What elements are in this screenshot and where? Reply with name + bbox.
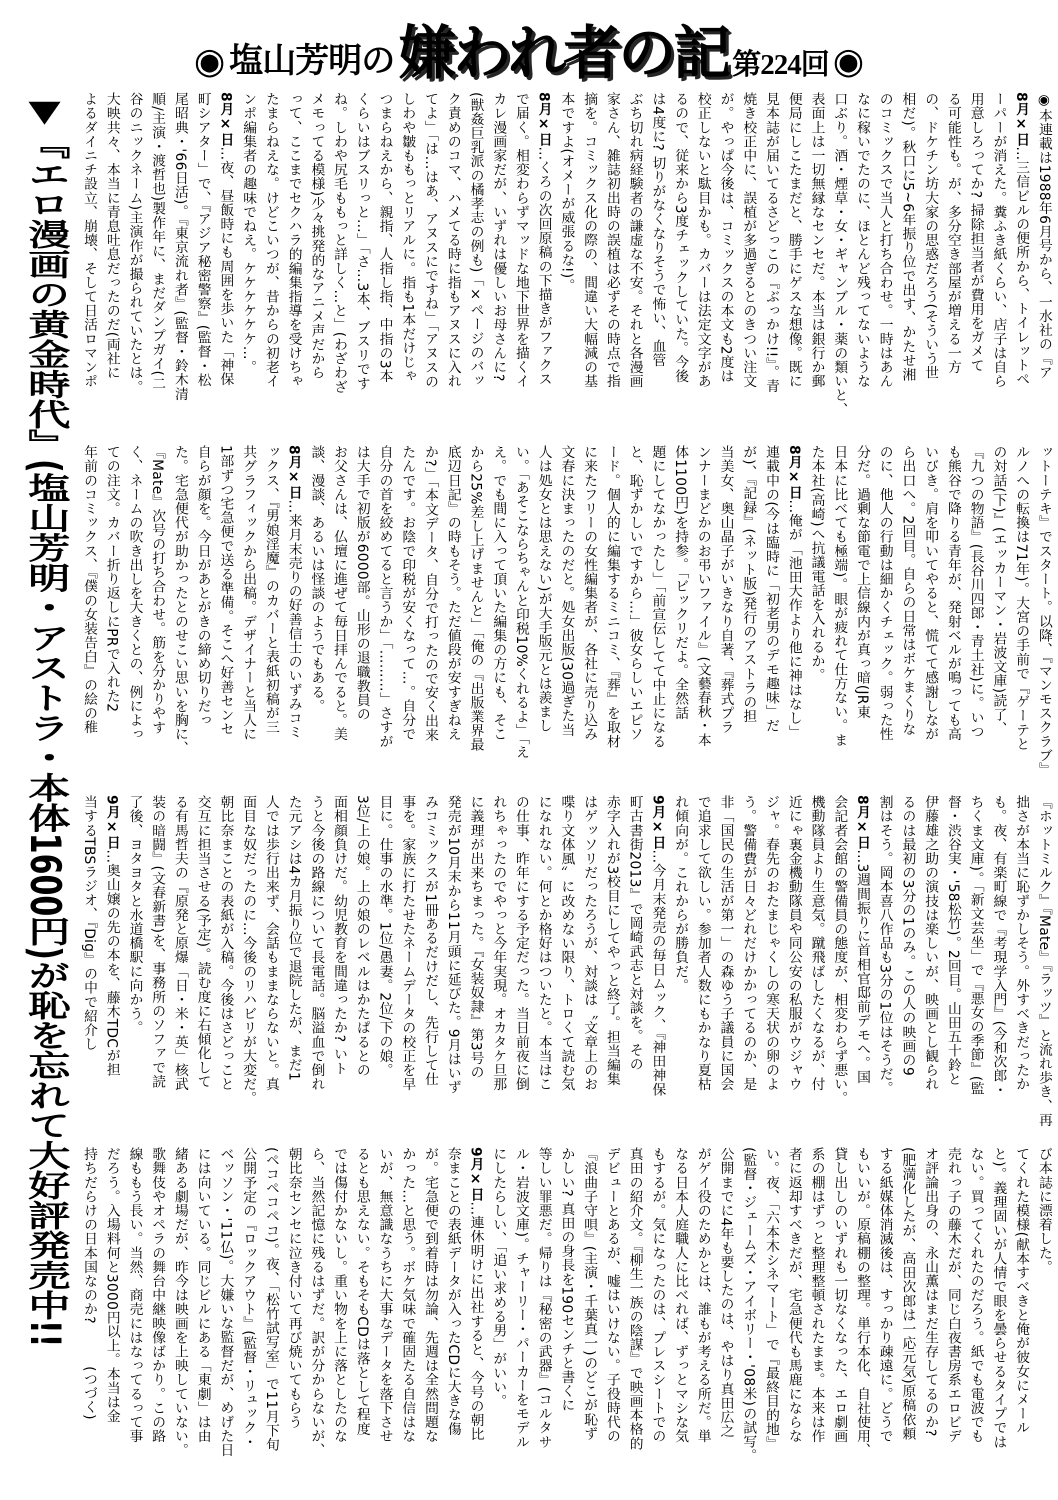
- text-column: 9月×日…今月末発売の毎日ムック、『神田神保: [649, 795, 666, 1097]
- text-column: って、ここまでセクハラ的編集指導を受けちゃ: [285, 92, 302, 389]
- text-column: デビューとあるが、嘘はいけない。子役時代の: [603, 1147, 620, 1444]
- text-column: たまらねえな。けどこいつが、昔からの初老イ: [262, 92, 279, 389]
- text-column: 等しい罪悪だ。帰りは『秘密の武器』(コルタサ: [535, 1147, 552, 1449]
- text-column: 公開予定の『ロックアウト』(監督・リュック・: [240, 1147, 257, 1449]
- text-column: メモってる模様)少々挑発的なアニメ声だから: [308, 92, 325, 380]
- text-column: 8月×日…夜、昼飯時にも周囲を歩いた「神保: [217, 92, 234, 387]
- text-column: の仕事、昨年にする予定だった。当日前夜に倒: [512, 795, 529, 1092]
- text-column: には向いている。同じビルにある「東劇」は由: [194, 1147, 211, 1444]
- text-column: お父さんは、仏壇に進ぜて毎日拝んでると。美: [331, 445, 348, 742]
- text-column: い。夜、「六本木シネマート」で『最終目的地』: [763, 1147, 780, 1451]
- text-column: 近にゃ裏金機動隊員や同公安の私服がウジャウ: [785, 795, 802, 1092]
- headline-vertical-ad: ▼『エロ漫画の黄金時代』(塩山芳明・アストラ・本体1600円)が恥を忘れて大好評発売中!!: [20, 94, 69, 1348]
- text-column: た。宅急便代が助かったとのせこい思いを胸に、: [171, 445, 188, 756]
- text-column: 系の棚はずっと整理整頓されたまま。本来は作: [808, 1147, 825, 1444]
- text-column: も熊谷で降りる青年が、発射ベルが鳴っても高: [944, 445, 961, 742]
- text-column: 線ももう長い。当然、商売にはなってるって事: [126, 1147, 143, 1444]
- text-column: と)。義理固いが人情で眼を曇らせるタイプでは: [990, 1147, 1007, 1449]
- text-column: た元アシは4カ月振り位で退院したが、まだ1: [285, 795, 302, 1082]
- text-column: 本ですよ(オメーが威張るな!)。: [558, 92, 575, 293]
- text-column: れちゃったのでやっと今年実現。オカタケ旦那: [490, 795, 507, 1092]
- text-column: いが、無意識なうちに大事なデータを落下させ: [376, 1147, 393, 1444]
- text-band-2: [78, 445, 1054, 790]
- text-column: だろう。入場料何と3000円以上。本当は金: [103, 1147, 120, 1424]
- text-column: 8月×日…くろの次回原稿の下描きがファクス: [535, 92, 552, 387]
- text-column: ックス、『男娘淫魔』のカバーと表紙初稿が三: [262, 445, 279, 735]
- text-column: 赤字入れが3校目にしてやっと終了。担当編集: [603, 795, 620, 1087]
- text-column: 谷のニックネーム)主演作が撮られていたとは。: [126, 92, 143, 394]
- title-left-circle-icon: ◉: [193, 41, 226, 82]
- text-column: 真田の紹介文。『柳生一族の陰謀』で映画本格的: [626, 1147, 643, 1451]
- text-column: 面相顔負けだ。幼児教育を間違ったか? いト: [331, 795, 348, 1076]
- text-column: 歌舞伎やオペラの舞台中継映像ばかり。この路: [149, 1147, 166, 1444]
- text-column: ね。しわや尻毛ももっと詳しく…と」(わざわざ: [331, 92, 348, 394]
- text-column: てくれた模様(献本すべきと俺が彼女にメール: [1013, 1147, 1030, 1435]
- text-column: では傷付かないし。重い物を上に落としたのな: [331, 1147, 348, 1444]
- text-column: になれない。何とか格好はついたと。本当はこ: [535, 795, 552, 1092]
- text-column: るとも思えない。そもそもCDは落として程度: [353, 1147, 370, 1436]
- text-column: 目に。仕事の水準。1位/愚妻。2位/下の娘。: [376, 795, 393, 1077]
- text-column: も。夜、有楽町線で『考現学入門』(今和次郎・: [990, 795, 1007, 1097]
- text-column: ンナーまどかのお弔いファイル』(文藝春秋・本: [694, 445, 711, 747]
- text-column: いびき。肩を叩いてやると、慌てて感謝しなが: [922, 445, 939, 742]
- text-column: ◉本連載は1988年6月号から、一水社の『ア: [1035, 92, 1052, 380]
- text-column: ての注文。カバー折り返しにPRで入れた2: [103, 445, 120, 713]
- text-column: 摘を。コミックス化の際の、間違い大幅減の基: [581, 92, 598, 389]
- text-column: が)、『記録』(ネット版)発行のアストラの担: [740, 445, 757, 724]
- text-column: に来たフリーの女性編集者が、各社に売り込み: [581, 445, 598, 742]
- text-column: く、ネームの吹き出しを大きくとの、例によっ: [126, 445, 143, 742]
- text-column: 朝比奈センセに泣き付いて再び焼いてもらう: [285, 1147, 302, 1429]
- text-column: かった…と思う。ボケ気味で確固たる自信はな: [399, 1147, 416, 1444]
- text-column: 『Mate』次号の打ち合わせ。筋を分かりやす: [149, 445, 166, 735]
- text-column: ーパーが消えた。糞ふき紙くらい、店子は自ら: [990, 92, 1007, 389]
- text-column: で追求して欲しい。参加者人数にもかなり夏枯: [694, 795, 711, 1092]
- text-column: 装の暗闘』(文春新書)を、事務所のソファで読: [149, 795, 166, 1089]
- text-column: 会記者会館の警備員の態度が、相変わらず悪い。: [831, 795, 848, 1106]
- text-column: ード。個人的に編集するミニコミ、『葬』を取材: [603, 445, 620, 749]
- text-column: 拙さが本当に恥ずかしそう。外すべきだったか: [1013, 795, 1030, 1092]
- text-column: 当美女、奥山晶子がいきなり自著、『葬式プラ: [717, 445, 734, 735]
- text-column: はゲッソリだったろうが、対談は〝文章上のお: [581, 795, 598, 1092]
- page-title: 嫌われ者の記: [398, 19, 729, 87]
- text-column: い。「あそこならちゃんと印税10%くれるよ」「え: [512, 445, 529, 759]
- text-column: ない。買ってくれたのだろう。紙でも電波でも: [967, 1147, 984, 1444]
- text-column: 8月×日…俺が「池田大作より他に神はなし」: [785, 445, 802, 740]
- text-column: みコミックスが1冊あるだけだし、先行して仕: [422, 795, 439, 1087]
- text-column: 8月×日…三信ビルの便所から、トイレットペ: [1013, 92, 1030, 387]
- text-column: ちくま文庫)。「新文芸坐」で『悪女の季節』(監: [967, 795, 984, 1096]
- text-column: 便局にしこたまだと、勝手にゲスな想像。既に: [785, 92, 802, 389]
- text-column: ら出口へ。2回目。自らの日常はボケまくりな: [899, 445, 916, 737]
- text-column: ジャ。春先のおたまじゃくしの寒天状の卵のよ: [763, 795, 780, 1092]
- text-column: (ペコペコペコ)。夜、「松竹試写室」で11月下旬: [262, 1147, 279, 1452]
- text-column: うと今後の路線について長電話。脳溢血で倒れ: [308, 795, 325, 1092]
- text-column: がゲイ役のためかとは、誰もが考える所だ。単: [694, 1147, 711, 1444]
- text-column: 日本に比べても極端)。眼が疲れて仕方ない。ま: [831, 445, 848, 747]
- text-column: (肥満化したが、高田次郎は一応元気)原稿依頼: [899, 1147, 916, 1441]
- text-column: カレ漫画家だが、いずれは優しいお母さんに?: [490, 92, 507, 382]
- text-column: くらいはブスリっと…」「さ…3本、ブスリです: [353, 92, 370, 391]
- text-column: (獣姦巨乳派の橘孝志の例も)「×ページのバッ: [467, 92, 484, 388]
- text-column: (監督・ジェームズ・アイボリー・'08米)の試写。: [740, 1147, 757, 1463]
- text-column: るのは最初の3分の1のみ。この人の映画の9: [899, 795, 916, 1077]
- text-column: 用意しろってか? 掃除担当者が費用をガメて: [967, 92, 984, 373]
- text-column: 『ホットミルク』『Mate』『ラッツ』と流れ歩き、再: [1035, 795, 1052, 1127]
- text-column: れ傾向が。これからが勝負だ。: [672, 795, 689, 993]
- text-column: 機動隊員より生意気。蹴飛ばしたくなるが、付: [808, 795, 825, 1092]
- text-column: のコミックスで当人と打ち合わせ。一時はあん: [876, 92, 893, 389]
- text-column: え。でも間に入って頂いた編集の方にも、そこ: [490, 445, 507, 742]
- title-bar: [0, 10, 1058, 87]
- text-column: で届く。相変わらずマッドな地下世界を描くイ: [512, 92, 529, 389]
- text-column: 家さん、雑誌初出時の誤植は必ずその時点で指: [603, 92, 620, 389]
- text-column: する紙媒体消滅後は、すっかり疎遠に。どうで: [876, 1147, 893, 1444]
- text-column: もいいが。原稿棚の整理。単行本化、自社使用、: [853, 1147, 870, 1458]
- text-column: 談、漫談、あるいは怪談のようでもある。: [308, 445, 325, 713]
- text-column: 交互に担当させる(予定)。読む度に右傾化して: [194, 795, 211, 1089]
- text-column: 『浪曲子守唄』(主演・千葉真一)のどこが恥ず: [581, 1147, 598, 1441]
- text-column: ベッソン・'11仏)。大嫌いな監督だが、めげた日: [217, 1147, 234, 1457]
- text-column: の、ドケチン坊大家の思惑だろう(そういう世: [922, 92, 939, 380]
- text-column: から25%差し上げませんと」「俺の『出版業界最: [467, 445, 484, 752]
- text-column: た本社(高崎)へ抗議電話を入れるか。: [808, 445, 825, 682]
- text-column: もするが。気になったのは、プレスシートでの: [649, 1147, 666, 1444]
- text-column: 緒ある劇場だが、昨今は映画を上映していない。: [171, 1147, 188, 1458]
- text-column: 順/主演・渡哲也)製作年に、まだダンプガイ(二: [149, 92, 166, 391]
- text-column: なる日本人庭職人に比べれば、ずっとマシな気: [672, 1147, 689, 1444]
- text-column: 文春に決まったのだと。処女出版(30過ぎた当: [558, 445, 575, 737]
- text-column: 売れっ子の藤木だが、同じ白夜書房系エロビデ: [944, 1147, 961, 1444]
- text-column: 了後、ヨタヨタと水道橋駅に向かう。: [126, 795, 143, 1035]
- text-band-4: [78, 1147, 1054, 1492]
- text-column: 持ちだらけの日本国なのか? (つづく): [81, 1147, 97, 1420]
- title-issue-number: 第224回: [732, 49, 829, 81]
- text-column: るので、従来から3度チェックしていた。今後: [672, 92, 689, 384]
- text-column: 貸し出しのいずれも一切なくなった、エロ劇画: [831, 1147, 848, 1444]
- text-column: 町シアター」で、『アジア秘密警察』(監督・松: [194, 92, 211, 387]
- text-column: 焼き校正中に、誤植が多過ぎるとのきつい注文: [740, 92, 757, 389]
- text-column: る有馬哲夫の『原発と原爆「日・米・英」核武: [171, 795, 188, 1092]
- text-column: オ評論出身の、永山薫はまだ生存してるのか?: [922, 1147, 939, 1437]
- text-column: 当するTBSラジオ、『Dig』の中で紹介し: [81, 795, 97, 1052]
- text-column: ルノへの転換は71年)。大宮の手前で『ゲーテと: [1013, 445, 1030, 751]
- text-column: 大映共々、本当に青息吐息だったのだ(両社に: [103, 92, 120, 380]
- text-column: る可能性も。が、多分空き部屋が増える一方: [944, 92, 961, 374]
- text-column: 9月×日…連休明けに出社すると、今号の朝比: [467, 1147, 484, 1442]
- text-column: 奈まことの表紙データが入ったCDに大きな傷: [444, 1147, 461, 1436]
- text-column: ク責めのコマ、ハメてる時に指もアヌスに入れ: [444, 92, 461, 389]
- text-column: が。やっぱ今後は、コミックスの本文も2度は: [717, 92, 734, 384]
- text-column: 自らが顔を。今日があとがきの締め切りだっ: [194, 445, 211, 727]
- text-column: 公開までに4年も要したのは、やはり真田広之: [717, 1147, 734, 1439]
- text-column: 9月×日…奥山嬢の先の本を、藤木TDCが担: [103, 795, 120, 1077]
- text-column: 人は処女とは思えない)が大手版元とは羨まし: [535, 445, 552, 733]
- text-column: 底辺日記』の時もそう。ただ値段が安すぎねえ: [444, 445, 461, 742]
- text-column: かしい? 真田の身長を190センチと書くに: [558, 1147, 575, 1413]
- text-column: か?」「本文データ、自分で打ったので安く出来: [422, 445, 439, 742]
- text-column: 尾昭典・'66日活)。『東京流れ者』(監督・鈴木清: [171, 92, 188, 401]
- text-column: 督・渋谷実・'58松竹)。2回目。山田五十鈴と: [944, 795, 961, 1086]
- text-column: は4度に? 切りがなくなりそうで怖い、血管: [649, 92, 666, 368]
- text-column: 見本誌が届いてるさどっこの『ぶっかけ!!』。青: [763, 92, 780, 393]
- text-column: は大手で初版が6000部。山形の退職教員の: [353, 445, 370, 722]
- text-column: つまらねえから、親指、人指し指、中指の3本: [376, 92, 393, 384]
- title-right-circle-icon: ◉: [832, 41, 865, 82]
- text-column: しわや皺ももっとリアルに。指も1本だけじゃ: [399, 92, 416, 384]
- text-column: にしたらしい、「追い求める男」がいい。: [490, 1147, 507, 1408]
- text-column: 3位/上の娘。上の娘のレベルはかたぱるとの: [353, 795, 370, 1077]
- text-column: 朝比奈まことの表紙が入稿。今後はさどっこと: [217, 795, 234, 1092]
- text-band-3: [78, 795, 1054, 1140]
- text-column: 伊藤雄之助の演技は楽しいが、映画とし観られ: [922, 795, 939, 1092]
- text-band-1: [78, 92, 1054, 437]
- text-column: 8月×日…3週間振りに首相官邸前デモへ。国: [853, 795, 870, 1085]
- text-column: 8月×日…来月末売りの好善信士のいずみコミ: [285, 445, 302, 740]
- text-column: 年前のコミックス、『僕の女装告白』の絵の稚: [81, 445, 97, 735]
- text-column: たんです。お陰で印税が安くなって…。自分で: [399, 445, 416, 742]
- text-column: 表面上は一切無縁なセンセだ。本当は銀行か郵: [808, 92, 825, 389]
- text-column: 人では歩行出来ず、会話もままならないと。真: [262, 795, 279, 1092]
- text-column: 者に返却すべきだが、宅急便代も馬鹿にならな: [785, 1147, 802, 1444]
- text-column: ンポ編集者の趣味でねえ。ケケケケケケ…。: [240, 92, 257, 374]
- text-column: 自分の首を絞めてると言うか」「………」さすが: [376, 445, 393, 749]
- title-author: 塩山芳明の: [229, 43, 395, 80]
- text-column: 分だ。過剰な節電で上信線内が真っ暗(JR東: [853, 445, 870, 719]
- text-column: てよ」「は…はあ、アヌスにですね」「アヌスの: [422, 92, 439, 389]
- text-column: のに、他人の行動は細かくチェック。弱った性: [876, 445, 893, 742]
- text-column: に義理が出来ちまった。『女装奴隷』第3号の: [467, 795, 484, 1080]
- text-column: 1部ずつ宅急便で送る準備。そこへ好善センセ: [217, 445, 234, 737]
- text-column: と、恥ずかしいですから…」彼女らしいエピソ: [626, 445, 643, 742]
- text-column: なに稼いでたのに、ほとんど残ってないような: [853, 92, 870, 389]
- text-column: 喋り文体風〞に改めない限り、トロくて読む気: [558, 795, 575, 1092]
- text-column: ら、当然記憶に残るはずだ。訳が分からないが、: [308, 1147, 325, 1458]
- text-column: よるダイニチ設立、崩壊、そして日活ロマンポ: [81, 92, 97, 389]
- text-column: が。宅急便で到着時は勿論、先週は全然問題な: [422, 1147, 439, 1444]
- text-column: 校正しないと駄目かも。カバーは法定文字があ: [694, 92, 711, 389]
- text-column: 『九つの物語』(長谷川四郎・青土社)に。いつ: [967, 445, 984, 739]
- text-column: び本誌に漂着した。: [1035, 1147, 1052, 1274]
- text-column: ットーテキ』でスタート。以降、『マンモスクラブ』: [1035, 445, 1052, 777]
- text-column: 面目な奴だったのに…今後のリハビリが大変だ。: [240, 795, 257, 1106]
- text-column: 共グラフィックから出稿。デザイナーと当人に: [240, 445, 257, 742]
- text-column: ぶち切れ病経験者の謙虚な不安。それと各漫画: [626, 92, 643, 389]
- text-column: 発売が10月末から11月頭に延びた。9月はいず: [444, 795, 461, 1095]
- text-column: 非「国民の生活が第一」の森ゆう子議員に国会: [717, 795, 734, 1092]
- text-column: う。警備費が日々どれだけかかってるのか、是: [740, 795, 757, 1092]
- text-column: 題にしてなかったし」「前宣伝してて中止になる: [649, 445, 666, 749]
- text-column: 町古書街2013』で岡崎武志と対談を。その: [626, 795, 643, 1072]
- text-column: 割はそう。岡本喜八作品も3分の1位はそうだ。: [876, 795, 893, 1096]
- text-column: 口ぶり。酒・煙草・女・ギャンブル・薬の類いと、: [831, 92, 848, 417]
- text-column: 連載中の(今は臨時に「初老男のデモ趣味」だ: [763, 445, 780, 733]
- text-column: 体1100円)を持参。「ビックリだよ。全然話: [672, 445, 689, 720]
- text-column: の対話(下)』(エッカーマン・岩波文庫)読了、: [990, 445, 1007, 736]
- text-column: ル・岩波文庫)。チャーリー・パーカーをモデル: [512, 1147, 529, 1449]
- text-column: 相だ)。秋口に5~6年振り位で出す、かたせ湘: [899, 92, 916, 382]
- article-text-area: [78, 92, 1054, 1494]
- text-column: 事を。家族に打たせたネームデータの校正を早: [399, 795, 416, 1092]
